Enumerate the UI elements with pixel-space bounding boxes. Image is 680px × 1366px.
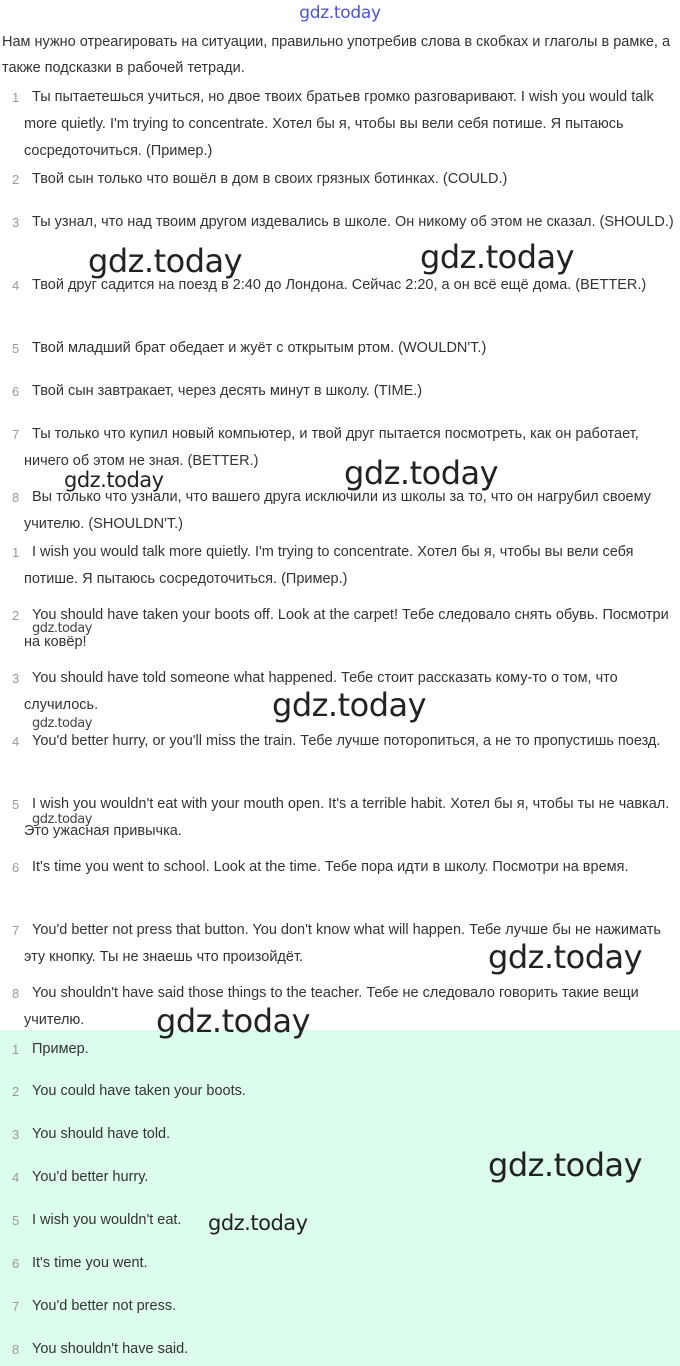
item-number: 4 [12, 278, 20, 293]
answer-item [0, 1207, 678, 1234]
item-text: Твой сын завтракает, через десять минут в школу. (TIME.) [32, 383, 423, 399]
translation-item [0, 728, 678, 755]
watermark: gdz.today [420, 238, 575, 276]
item-number: 1 [12, 545, 20, 560]
answer-item [0, 1164, 678, 1191]
task-item [0, 209, 678, 236]
item-text: It's time you went. [32, 1255, 148, 1271]
watermark: gdz.today [88, 242, 243, 280]
item-number: 3 [12, 671, 20, 686]
watermark: gdz.today [272, 686, 427, 724]
translation-item [0, 602, 678, 656]
task-intro: Нам нужно отреагировать на ситуации, правильно употребив слова в скобках и глаголы в рамке, а также подсказки в рабочей тетради. [2, 34, 671, 76]
item-number: 3 [12, 1127, 20, 1142]
watermark: gdz.today [32, 716, 92, 731]
item-number: 7 [12, 1299, 20, 1314]
task-item [0, 166, 678, 193]
answer-item [0, 1250, 678, 1277]
item-number: 6 [12, 860, 20, 875]
item-text: You shouldn't have said. [32, 1341, 189, 1357]
item-text: You shouldn't have said those things to the teacher. Тебе не следовало говорить такие вещи учителю. [24, 985, 639, 1028]
translation-item [0, 980, 678, 1034]
answer-item [0, 1121, 678, 1148]
item-number: 5 [12, 341, 20, 356]
translation-item [0, 665, 678, 719]
watermark: gdz.today [32, 812, 92, 827]
task-item [0, 484, 678, 538]
item-text: It's time you went to school. Look at the time. Тебе пора идти в школу. Посмотри на время. [32, 859, 629, 875]
answer-item [0, 1078, 678, 1105]
item-text: You should have told someone what happened. Тебе стоит рассказать кому-то о том, что случилось. [24, 670, 618, 713]
item-text: Ты только что купил новый компьютер, и твой друг пытается посмотреть, как он работает, ничего об этом не зная. (BETTER.) [24, 426, 639, 469]
translation-item [0, 539, 678, 593]
item-text: You could have taken your boots. [32, 1083, 246, 1099]
item-number: 8 [12, 490, 20, 505]
item-text: You'd better hurry, or you'll miss the train. Тебе лучше поторопиться, а не то пропустишь поезд. [32, 733, 661, 749]
watermark: gdz.today [32, 621, 92, 636]
item-number: 2 [12, 1084, 20, 1099]
item-text: You'd better not press. [32, 1298, 177, 1314]
item-number: 6 [12, 384, 20, 399]
item-number: 1 [12, 90, 20, 105]
item-number: 4 [12, 1170, 20, 1185]
task-item [0, 272, 678, 299]
answer-item [0, 1036, 678, 1063]
item-text: Твой младший брат обедает и жуёт с открытым ртом. (WOULDN'T.) [32, 340, 487, 356]
item-number: 5 [12, 1213, 20, 1228]
item-text: Ты узнал, что над твоим другом издевались в школе. Он никому об этом не сказал. (SHOULD.) [32, 214, 674, 230]
item-text: Твой сын только что вошёл в дом в своих грязных ботинках. (COULD.) [32, 171, 508, 187]
item-text: I wish you wouldn't eat. [32, 1212, 182, 1228]
item-text: Вы только что узнали, что вашего друга исключили из школы за то, что он нагрубил своему учителю. (SHOULDN'T.) [24, 489, 651, 532]
site-header [0, 0, 680, 26]
item-number: 1 [12, 1042, 20, 1057]
watermark: gdz.today [208, 1211, 308, 1235]
item-number: 7 [12, 427, 20, 442]
answer-item [0, 1336, 678, 1363]
item-number: 7 [12, 923, 20, 938]
item-text: I wish you wouldn't eat with your mouth open. It's a terrible habit. Хотел бы я, чтобы ты не чавкал. Это ужасная привычка. [24, 796, 670, 839]
task-item [0, 378, 678, 405]
item-text: You should have told. [32, 1126, 171, 1142]
item-text: You should have taken your boots off. Look at the carpet! Тебе следовало снять обувь. Посмотри на ковёр! [24, 607, 669, 650]
watermark: gdz.today [156, 1002, 311, 1040]
item-number: 4 [12, 734, 20, 749]
watermark: gdz.today [488, 938, 643, 976]
item-text: Пример. [32, 1041, 89, 1057]
item-text: Твой друг садится на поезд в 2:40 до Лондона. Сейчас 2:20, а он всё ещё дома. (BETTER.) [32, 277, 647, 293]
item-number: 8 [12, 986, 20, 1001]
item-text: You'd better hurry. [32, 1169, 149, 1185]
task-item [0, 335, 678, 362]
answer-item [0, 1293, 678, 1320]
item-number: 2 [12, 608, 20, 623]
item-number: 3 [12, 215, 20, 230]
watermark: gdz.today [64, 468, 164, 492]
translation-item [0, 917, 678, 971]
site-logo[interactable]: gdz.today [299, 3, 381, 23]
watermark: gdz.today [488, 1146, 643, 1184]
item-number: 8 [12, 1342, 20, 1357]
task-item [0, 84, 678, 165]
translation-item [0, 791, 678, 845]
task-item [0, 421, 678, 475]
item-number: 6 [12, 1256, 20, 1271]
translation-item [0, 854, 678, 881]
item-number: 5 [12, 797, 20, 812]
item-text: Ты пытаетешься учиться, но двое твоих братьев громко разговаривают. I wish you would talk more quietly. I'm trying to concentrate. Хотел бы я, чтобы вы вели себя потише. Я пытаюсь сосредоточиться. (Пример.) [24, 89, 654, 159]
item-text: You'd better not press that button. You don't know what will happen. Тебе лучше бы не нажимать эту кнопку. Ты не знаешь что произойдёт. [24, 922, 661, 965]
item-text: I wish you would talk more quietly. I'm trying to concentrate. Хотел бы я, чтобы вы вели себя потише. Я пытаюсь сосредоточиться. (Пример.) [24, 544, 634, 587]
watermark: gdz.today [344, 454, 499, 492]
item-number: 2 [12, 172, 20, 187]
